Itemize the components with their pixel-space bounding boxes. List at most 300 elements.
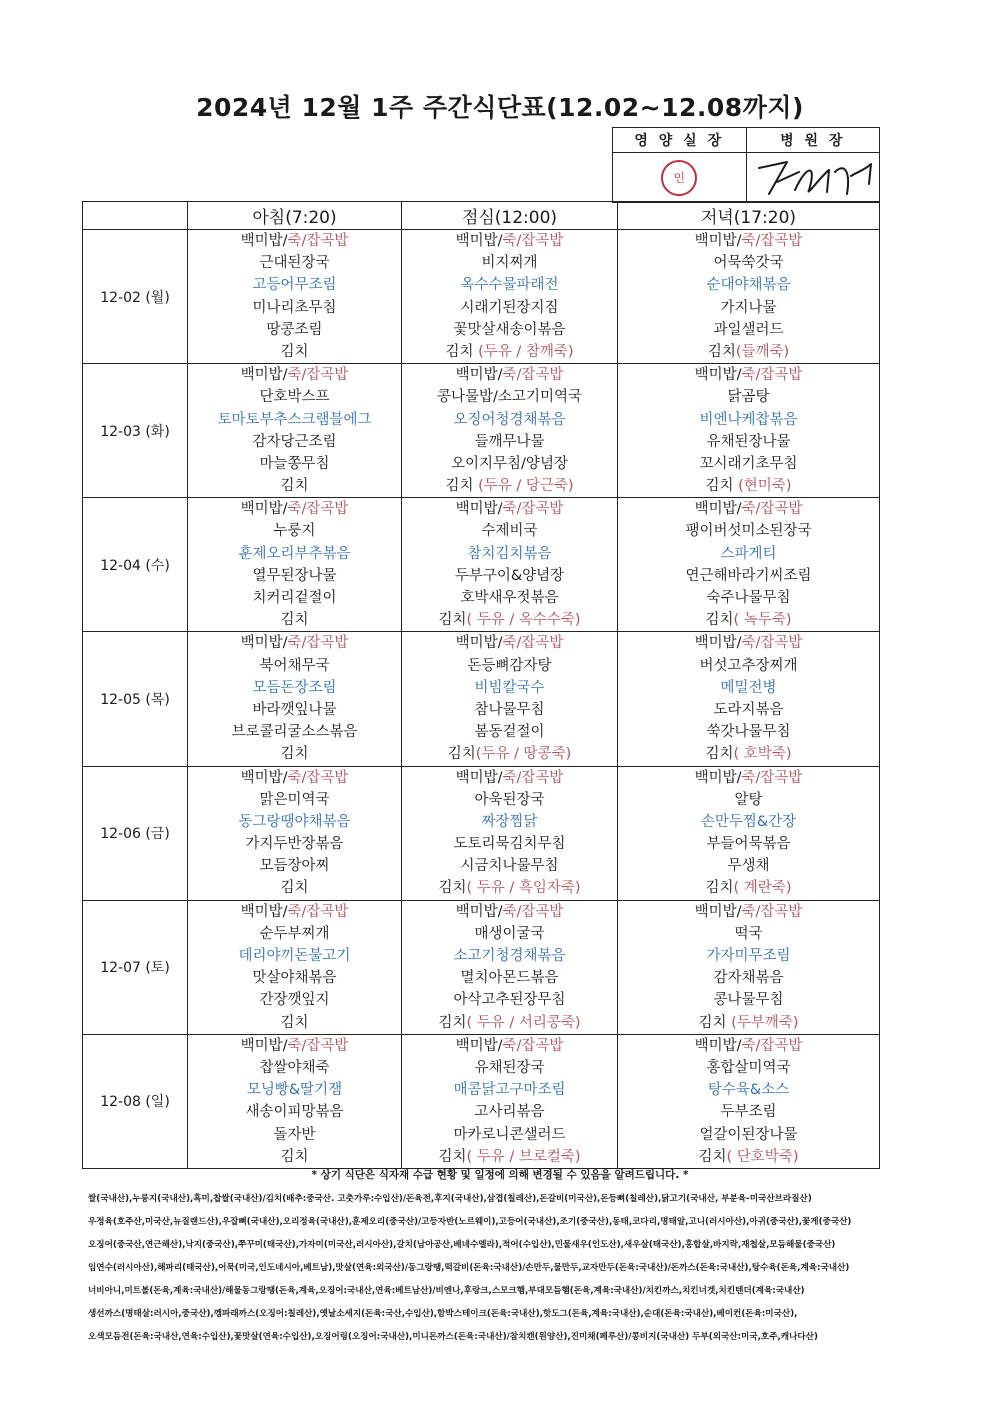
soup-line — [188, 789, 401, 811]
dinner-cell — [618, 1034, 880, 1168]
porridge-grain-option: 죽/잡곡밥 — [502, 769, 564, 786]
rice: 백미밥 — [694, 635, 737, 652]
main-dish: 훈제오리부추볶음 — [238, 545, 351, 562]
rice-line — [188, 901, 401, 923]
main-dish: 모듬돈장조림 — [252, 679, 337, 696]
side-dish-line — [188, 699, 401, 721]
rice: 백미밥 — [455, 903, 498, 920]
kimchi: 김치 — [438, 1148, 467, 1165]
porridge-grain-option: 죽/잡곡밥 — [502, 903, 564, 920]
rice-separator: / — [497, 769, 503, 786]
kimchi-line — [618, 1012, 879, 1034]
day-date: 12-02 (월) — [83, 230, 188, 364]
side-dish-line — [618, 587, 879, 609]
kimchi-line — [402, 743, 617, 765]
side-dish: 마늘쫑무침 — [259, 455, 330, 472]
side-dish-line — [618, 855, 879, 877]
main-dish-line — [618, 811, 879, 833]
rice: 백미밥 — [455, 233, 498, 249]
side-dish-line — [188, 453, 401, 475]
rice-separator: / — [736, 1037, 742, 1054]
rice-separator: / — [282, 635, 288, 652]
origin-line: 임연수(러시아산),해파리(태국산),어묵(미국,인도네시아,베트남),맛살(연육:외국산)/동그랑땡,떡갈비(돈육:국내산)/손만두,물만두,교자만두(돈육:국내산)/돈까스(돈육:국내산),탕수육(돈육,계육:국내산) — [88, 1263, 850, 1273]
rice-line — [402, 632, 617, 654]
dinner-column-header: 저녁(17:20) — [618, 202, 880, 230]
kimchi-line — [188, 877, 401, 899]
dietitian-label: 영 양 실 장 — [613, 128, 747, 153]
origin-line: 우정육(호주산,미국산,뉴질랜드산),우잡뼈(국내산),오리정육(국내산),훈제오리(중국산)/고등자반(노르웨이),고등어(국내산),조기(중국산),동태,코다리,명태알,고니(러시아산),아귀(중국산),꽃게(중국산) — [88, 1217, 852, 1227]
side-dish: 두부조림 — [720, 1104, 777, 1121]
dinner-cell — [618, 498, 880, 632]
side-dish-line — [402, 699, 617, 721]
side-dish-line — [618, 989, 879, 1011]
side-dish: 오이지무침/양념장 — [451, 455, 568, 472]
kimchi: 김치 — [280, 1148, 309, 1165]
main-dish-line — [188, 274, 401, 296]
rice: 백미밥 — [694, 1037, 737, 1054]
side-dish-line — [618, 721, 879, 743]
side-dish: 바라깻잎나물 — [252, 701, 337, 718]
kimchi-line — [188, 341, 401, 363]
side-dish: 감자당근조림 — [252, 433, 337, 450]
director-signature-cell — [746, 153, 880, 203]
side-dish: 참나물무침 — [474, 701, 545, 718]
menu-day-row — [83, 632, 880, 766]
rice-line — [618, 767, 879, 789]
side-dish-line — [402, 453, 617, 475]
soup: 아욱된장국 — [474, 791, 545, 808]
side-dish-line — [188, 1101, 401, 1123]
rice: 백미밥 — [455, 769, 498, 786]
kimchi-line — [402, 341, 617, 363]
rice: 백미밥 — [455, 367, 498, 384]
main-dish: 스파게티 — [720, 545, 777, 562]
main-dish-line — [618, 543, 879, 565]
rice: 백미밥 — [240, 769, 283, 786]
soup-line — [402, 789, 617, 811]
rice-separator: / — [736, 903, 742, 920]
side-dish: 얼갈이된장나물 — [699, 1126, 798, 1143]
rice-line — [618, 901, 879, 923]
rice-separator: / — [282, 501, 288, 518]
rice-line — [618, 632, 879, 654]
soup-line — [618, 655, 879, 677]
side-dish: 감자채볶음 — [713, 970, 784, 987]
main-dish-line — [402, 409, 617, 431]
kimchi-line — [618, 475, 879, 497]
main-dish: 데리야끼돈불고기 — [238, 948, 351, 964]
side-dish-line — [618, 319, 879, 341]
menu-day-row — [83, 900, 880, 1034]
soup-line — [618, 520, 879, 542]
soup-line — [618, 252, 879, 274]
soup: 돈등뼈감자탕 — [467, 657, 552, 674]
snack-extra: (두유 / 땅콩죽) — [475, 746, 572, 763]
rice-separator: / — [282, 367, 288, 384]
side-dish: 무생채 — [727, 858, 770, 875]
soup: 어묵쑥갓국 — [713, 255, 784, 272]
soup-line — [188, 923, 401, 945]
side-dish-line — [402, 431, 617, 453]
soup: 콩나물밥/소고기미역국 — [437, 389, 582, 406]
kimchi-line — [188, 743, 401, 765]
side-dish: 시래기된장지짐 — [460, 299, 559, 316]
lunch-cell — [402, 230, 618, 364]
main-dish: 메밀전병 — [720, 679, 777, 696]
main-dish: 오징어청경채볶음 — [453, 411, 566, 428]
rice-line — [188, 632, 401, 654]
breakfast-cell — [188, 230, 402, 364]
day-date: 12-03 (화) — [83, 364, 188, 498]
kimchi: 김치 — [280, 478, 309, 495]
rice: 백미밥 — [240, 501, 283, 518]
kimchi-line — [618, 1146, 879, 1168]
snack-extra: (두유 / 당근죽) — [478, 478, 574, 495]
rice-separator: / — [497, 501, 503, 518]
menu-header-row — [83, 202, 880, 230]
kimchi-line — [618, 341, 879, 363]
side-dish: 고사리볶음 — [474, 1104, 545, 1121]
main-dish-line — [188, 811, 401, 833]
main-dish-line — [188, 409, 401, 431]
menu-day-row — [83, 498, 880, 632]
date-column-header — [83, 202, 188, 230]
kimchi-line — [618, 877, 879, 899]
main-dish: 짜장찜닭 — [481, 813, 538, 830]
kimchi: 김치 — [280, 343, 309, 360]
soup-line — [618, 1057, 879, 1079]
dinner-cell — [618, 632, 880, 766]
approval-box — [612, 127, 880, 203]
main-dish-line — [402, 274, 617, 296]
menu-day-row — [83, 364, 880, 498]
dinner-cell — [618, 364, 880, 498]
side-dish: 꼬시래기초무침 — [699, 455, 798, 472]
side-dish: 콩나물무침 — [713, 992, 784, 1009]
origin-line: 오색모듬전(돈육:국내산,연육:수입산),꽃맛살(연육:수입산),오징어링(오징어:국내산),미니돈까스(돈육:국내산)/참치캔(원양산),진미채(페루산)/콩비지(국내산) 두부(외국산:미국,호주,캐나다산) — [88, 1332, 818, 1342]
rice: 백미밥 — [240, 367, 283, 384]
rice-line — [618, 1035, 879, 1057]
porridge-grain-option: 죽/잡곡밥 — [502, 367, 564, 384]
breakfast-cell — [188, 498, 402, 632]
side-dish: 시금치나물무침 — [460, 858, 559, 875]
side-dish-line — [618, 699, 879, 721]
soup-line — [618, 386, 879, 408]
side-dish: 간장깻잎지 — [259, 992, 330, 1009]
kimchi: 김치 — [698, 1014, 732, 1031]
main-dish: 가자미무조림 — [706, 948, 791, 964]
kimchi: 김치 — [705, 880, 734, 897]
porridge-grain-option: 죽/잡곡밥 — [287, 501, 349, 518]
side-dish: 숙주나물무침 — [706, 590, 791, 606]
side-dish: 모듬장아찌 — [259, 858, 330, 875]
side-dish: 가지두반장볶음 — [245, 836, 344, 853]
snack-extra: ( 두유 / 흑임자죽) — [466, 880, 581, 897]
side-dish: 부들어묵볶음 — [706, 836, 791, 853]
rice: 백미밥 — [694, 367, 737, 384]
main-dish-line — [618, 1079, 879, 1101]
porridge-grain-option: 죽/잡곡밥 — [287, 769, 349, 786]
porridge-grain-option: 죽/잡곡밥 — [502, 635, 564, 652]
rice-separator: / — [736, 769, 742, 786]
side-dish-line — [402, 587, 617, 609]
origin-line: 오징어(중국산,연근해산),낙지(중국산),쭈꾸미(태국산),가자미(미국산,러시아산),갈치(남아공산,베네수엘라),적어(수입산),민물새우(인도산),새우살(태국산),홍합살,바지락,재첩살,모듬해물(중국산) — [88, 1240, 836, 1250]
porridge-grain-option: 죽/잡곡밥 — [287, 233, 349, 249]
porridge-grain-option: 죽/잡곡밥 — [502, 501, 564, 518]
soup: 유채된장국 — [474, 1059, 545, 1076]
main-dish: 순대야채볶음 — [706, 277, 791, 294]
kimchi-line — [402, 475, 617, 497]
kimchi: 김치 — [438, 1014, 467, 1031]
rice-separator: / — [497, 903, 503, 920]
rice-line — [402, 1035, 617, 1057]
snack-extra: ( 단호박죽) — [726, 1148, 799, 1165]
porridge-grain-option: 죽/잡곡밥 — [741, 903, 803, 920]
porridge-grain-option: 죽/잡곡밥 — [287, 903, 349, 920]
porridge-grain-option: 죽/잡곡밥 — [741, 769, 803, 786]
kimchi: 김치 — [705, 612, 734, 629]
side-dish-line — [188, 721, 401, 743]
origin-line: 생선까스(명태살:러시아,중국산),껭파래까스(오징어:칠레산),옛날소세지(돈육:국산,수입산),함박스테이크(돈육:국내산),핫도그(돈육,계육:국내산),순대(돈육:국내산),베이컨(돈육:미국산), — [88, 1309, 798, 1319]
rice-separator: / — [736, 501, 742, 518]
porridge-grain-option: 죽/잡곡밥 — [741, 635, 803, 652]
kimchi: 김치 — [438, 880, 467, 897]
kimchi-line — [188, 1012, 401, 1034]
rice-line — [618, 230, 879, 252]
lunch-cell — [402, 364, 618, 498]
soup-line — [618, 789, 879, 811]
snack-extra: (두유 / 참깨죽) — [478, 343, 574, 360]
side-dish: 봄동겉절이 — [474, 724, 545, 741]
lunch-cell — [402, 900, 618, 1034]
rice: 백미밥 — [455, 501, 498, 518]
rice-line — [188, 498, 401, 520]
side-dish-line — [618, 1101, 879, 1123]
rice-line — [188, 364, 401, 386]
main-dish-line — [402, 811, 617, 833]
soup-line — [402, 1057, 617, 1079]
rice: 백미밥 — [240, 233, 283, 249]
lunch-column-header: 점심(12:00) — [402, 202, 618, 230]
menu-day-row — [83, 766, 880, 900]
side-dish: 치커리겉절이 — [252, 590, 337, 606]
kimchi-line — [188, 1146, 401, 1168]
main-dish-line — [402, 945, 617, 967]
rice: 백미밥 — [455, 1037, 498, 1054]
soup: 맑은미역국 — [259, 791, 330, 808]
side-dish-line — [402, 297, 617, 319]
day-date: 12-05 (목) — [83, 632, 188, 766]
main-dish-line — [402, 677, 617, 699]
soup: 순두부찌개 — [259, 925, 330, 942]
soup: 근대된장국 — [259, 255, 330, 272]
snack-extra: ( 두유 / 서리콩죽) — [466, 1014, 581, 1031]
main-dish: 매콤닭고구마조림 — [453, 1082, 566, 1099]
main-dish-line — [188, 945, 401, 967]
side-dish-line — [618, 1124, 879, 1146]
side-dish-line — [402, 967, 617, 989]
main-dish: 비엔나케찹볶음 — [699, 411, 798, 428]
signature-icon — [747, 154, 879, 202]
porridge-grain-option: 죽/잡곡밥 — [502, 1037, 564, 1054]
kimchi: 김치 — [280, 880, 309, 897]
main-dish: 모닝빵&딸기잼 — [246, 1082, 343, 1099]
kimchi: 김치 — [280, 612, 309, 629]
main-dish: 옥수수물파래전 — [460, 277, 559, 294]
side-dish-line — [188, 855, 401, 877]
soup-line — [402, 520, 617, 542]
soup-line — [402, 923, 617, 945]
porridge-grain-option: 죽/잡곡밥 — [287, 1037, 349, 1054]
dietitian-stamp-cell — [613, 153, 747, 203]
soup-line — [188, 386, 401, 408]
side-dish-line — [402, 565, 617, 587]
side-dish: 연근해바라기씨조림 — [685, 567, 812, 584]
side-dish-line — [402, 833, 617, 855]
soup-line — [188, 252, 401, 274]
origin-info — [88, 1188, 888, 1349]
porridge-grain-option: 죽/잡곡밥 — [741, 1037, 803, 1054]
rice-line — [618, 364, 879, 386]
lunch-cell — [402, 1034, 618, 1168]
kimchi-line — [188, 609, 401, 631]
breakfast-cell — [188, 632, 402, 766]
soup: 찹쌀야채죽 — [259, 1059, 330, 1076]
side-dish-line — [402, 1101, 617, 1123]
rice-line — [188, 230, 401, 252]
rice-line — [402, 498, 617, 520]
side-dish: 맛살야채볶음 — [252, 970, 337, 987]
kimchi: 김치 — [705, 746, 734, 763]
breakfast-cell — [188, 364, 402, 498]
menu-body — [83, 230, 880, 1169]
side-dish-line — [188, 319, 401, 341]
kimchi-line — [402, 1146, 617, 1168]
rice: 백미밥 — [240, 1037, 283, 1054]
soup: 매생이굴국 — [474, 925, 545, 942]
breakfast-cell — [188, 900, 402, 1034]
kimchi: 김치 — [280, 746, 309, 763]
breakfast-cell — [188, 1034, 402, 1168]
side-dish-line — [618, 453, 879, 475]
side-dish: 아삭고추된장무침 — [453, 992, 566, 1009]
rice: 백미밥 — [240, 903, 283, 920]
side-dish: 돌자반 — [273, 1126, 316, 1143]
main-dish: 소고기청경채볶음 — [453, 948, 566, 964]
side-dish: 새송이피망볶음 — [245, 1104, 344, 1121]
rice-line — [402, 767, 617, 789]
side-dish-line — [188, 587, 401, 609]
snack-extra: ( 두유 / 브로컬죽) — [466, 1148, 581, 1165]
kimchi: 김치 — [280, 1014, 309, 1031]
side-dish-line — [402, 319, 617, 341]
side-dish: 마카로니콘샐러드 — [453, 1126, 566, 1143]
side-dish-line — [188, 967, 401, 989]
porridge-grain-option: 죽/잡곡밥 — [741, 367, 803, 384]
kimchi-line — [402, 877, 617, 899]
side-dish-line — [188, 833, 401, 855]
kimchi: 김치 — [445, 343, 479, 360]
side-dish: 가지나물 — [720, 299, 777, 316]
kimchi-line — [188, 475, 401, 497]
main-dish: 토마토부추스크램블에그 — [217, 411, 372, 428]
side-dish-line — [618, 431, 879, 453]
kimchi: 김치 — [445, 478, 479, 495]
main-dish-line — [402, 543, 617, 565]
day-date: 12-08 (일) — [83, 1034, 188, 1168]
snack-extra: ( 계란죽) — [733, 880, 792, 897]
soup: 비지찌개 — [481, 255, 538, 272]
rice-separator: / — [282, 903, 288, 920]
change-notice: * 상기 식단은 식자재 수급 현황 및 일정에 의해 변경될 수 있음을 알려드립니다. * — [311, 1169, 689, 1181]
main-dish-line — [188, 1079, 401, 1101]
page-title: 2024년 12월 1주 주간식단표(12.02~12.08까지) — [196, 93, 804, 122]
side-dish: 쑥갓나물무침 — [706, 724, 791, 741]
day-date: 12-07 (토) — [83, 900, 188, 1034]
main-dish: 고등어무조림 — [252, 277, 337, 294]
side-dish-line — [618, 565, 879, 587]
lunch-cell — [402, 632, 618, 766]
rice-line — [402, 901, 617, 923]
side-dish-line — [402, 989, 617, 1011]
side-dish-line — [618, 833, 879, 855]
rice: 백미밥 — [694, 769, 737, 786]
rice-separator: / — [497, 1037, 503, 1054]
breakfast-cell — [188, 766, 402, 900]
side-dish-line — [402, 855, 617, 877]
porridge-grain-option: 죽/잡곡밥 — [741, 501, 803, 518]
side-dish: 호박새우젓볶음 — [460, 590, 559, 606]
rice-separator: / — [497, 233, 503, 249]
side-dish: 과일샐러드 — [713, 321, 784, 338]
kimchi-line — [618, 609, 879, 631]
kimchi: 김치 — [707, 343, 736, 360]
side-dish-line — [188, 565, 401, 587]
side-dish-line — [618, 297, 879, 319]
rice: 백미밥 — [694, 501, 737, 518]
rice-separator: / — [736, 635, 742, 652]
kimchi: 김치 — [698, 1148, 727, 1165]
main-dish: 참치김치볶음 — [467, 545, 552, 562]
main-dish-line — [188, 543, 401, 565]
kimchi-line — [402, 609, 617, 631]
soup: 닭곰탕 — [727, 389, 770, 406]
soup: 단호박스프 — [259, 389, 330, 406]
rice: 백미밥 — [694, 903, 737, 920]
soup-line — [618, 923, 879, 945]
rice: 백미밥 — [694, 233, 737, 249]
side-dish: 미나리초무침 — [252, 299, 337, 316]
main-dish: 비빔칼국수 — [474, 679, 545, 696]
side-dish-line — [188, 431, 401, 453]
rice-line — [402, 364, 617, 386]
origin-line: 너비아니,미트볼(돈육,계육:국내산)/해물동그랑땡(돈육,계육,오징어:국내산,연육:베트남산)/비엔나,후랑크,스모크햄,부대모듬햄(돈육,계육:국내산)/치킨까스,치킨너겟,치킨텐더(계육:국내산) — [88, 1286, 805, 1296]
day-date: 12-04 (수) — [83, 498, 188, 632]
kimchi: 김치 — [705, 478, 739, 495]
menu-day-row — [83, 1034, 880, 1168]
porridge-grain-option: 죽/잡곡밥 — [741, 233, 803, 249]
breakfast-column-header: 아침(7:20) — [188, 202, 402, 230]
side-dish-line — [188, 1124, 401, 1146]
rice-separator: / — [282, 233, 288, 249]
porridge-grain-option: 죽/잡곡밥 — [502, 233, 564, 249]
dinner-cell — [618, 230, 880, 364]
side-dish-line — [402, 721, 617, 743]
soup: 버섯고추장찌개 — [699, 657, 798, 674]
side-dish: 멸치아몬드볶음 — [460, 970, 559, 987]
porridge-grain-option: 죽/잡곡밥 — [287, 635, 349, 652]
main-dish: 동그랑땡야채볶음 — [238, 813, 351, 830]
